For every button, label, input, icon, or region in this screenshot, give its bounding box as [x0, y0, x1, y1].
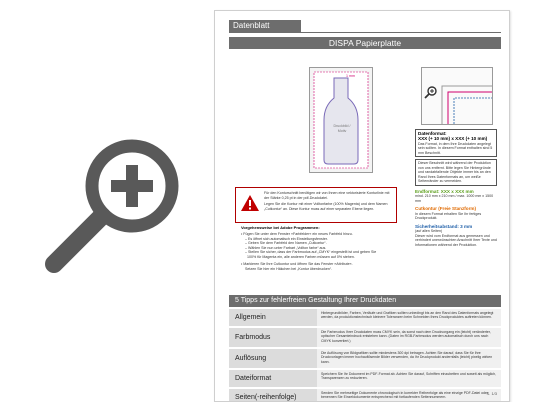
warning-icon: [240, 194, 260, 212]
sicherheit-heading: Sicherheitsabstand: 3 mm: [415, 223, 473, 229]
datasheet-page: [214, 10, 510, 402]
warning-box: [235, 187, 397, 223]
tip-text: Speichern Sie Ihr Dokument im PDF-Format ab. Achten Sie darauf, Schriften einzubetten und soweit als möglich, Transparenzen zu reduzieren.: [317, 370, 501, 387]
tip-label: Farbmodus: [229, 328, 317, 347]
tip-row: [229, 370, 501, 389]
tips-table: [229, 309, 501, 402]
tip-row: [229, 328, 501, 349]
page-title: DISPA Papierplatte: [229, 37, 501, 49]
endformat-block: [415, 189, 497, 203]
cutkontur-text: In diesem Format erhalten Sie Ihr fertiges Druckprodukt.: [415, 211, 482, 221]
tip-label: Allgemein: [229, 309, 317, 326]
cutkontur-block: [415, 206, 497, 220]
step-line: – Wählen Sie nun unter Farbart „Vollton farbe“ aus.: [245, 245, 327, 250]
warning-text: [264, 191, 392, 211]
product-drawing: [309, 67, 373, 173]
dim-label: 1 mm: [346, 74, 355, 78]
endformat-heading: Endformat: XXX x XXX mm: [415, 188, 474, 194]
tip-label: Dateiformat: [229, 370, 317, 387]
header-rule: [229, 32, 501, 33]
datenformat-formula: XXX (+ 10 mm) x XXX (+ 10 mm): [418, 136, 488, 142]
tip-row: [229, 349, 501, 370]
warning-p2: Legen Sie die Kontur mit einer Volltonfarbe (100% Magenta) und dem Namen „Cutkontur“ an. Diese Kontur muss auf einer separaten Ebene liegen.: [264, 202, 388, 211]
tip-text: Die Farbmodus Ihrer Druckdaten muss CMYK sein, da sonst nach dem Druckvorgang ein (leicht) veränderter, optischer Gesamteindruck entstehen kann. (Daten im RGB-Farbmodus werden automatisch durch uns nach CMYK konvertiert.): [317, 328, 501, 347]
step-line: • Markieren Sie Ihre Cutkontur und öffnen Sie das Fenster »Attribute«.: [241, 262, 353, 267]
tip-text: Hintergrundbilder, Farben, Verläufe und Grafiken sollten unbedingt bis an den Rand des Datenformats angelegt werden, da produktionstechnisch kleinere Toleranzen beim Schneiden Ihres Druckproduktes auftreten können.: [317, 309, 501, 326]
cutkontur-heading: Cutkontur (Freie Stanzform): [415, 206, 476, 212]
datenformat-box: [415, 129, 497, 157]
zoom-in-icon[interactable]: [38, 128, 198, 288]
endformat-detail: mind. 210 mm x 210 mm / max. 1000 mm x 1500 mm: [415, 194, 494, 203]
procedure-steps: [241, 225, 401, 271]
corner-zoom-icon: [424, 85, 438, 99]
motif-label: Druckbild / Motiv: [333, 124, 351, 133]
step-line: Setzen Sie hier ein Häkchen bei „Kontur überdrucken“.: [245, 266, 333, 271]
tip-row: [229, 309, 501, 328]
tip-text: Senden Sie mehrseitige Dokumente chronologisch in korrekter Reihenfolge als eine einzige PDF-Datei oder benennen Sie Einzeldokumente entsprechend mit fortlaufenden Seitennummern.: [317, 389, 501, 402]
warning-p1: Für den Konturschnitt benötigen wir von Ihnen eine vektorisierte Konturlinie mit der Stärke 0,25 pt in der pdf-Druckdatei.: [264, 191, 390, 200]
sicherheit-sub: (auf allen Seiten): [415, 229, 443, 234]
beschnitt-box: [415, 159, 497, 186]
steps-heading: Vorgehensweise bei Adobe Programmen:: [241, 225, 320, 230]
tips-title: 5 Tipps zur fehlerfreien Gestaltung Ihrer Druckdaten: [229, 295, 501, 307]
tip-label: Auflösung: [229, 349, 317, 368]
step-line: – Stellen Sie sicher, dass der Farbmodus auf „CMYK“ eingestellt ist und geben Sie: [245, 250, 377, 255]
sicherheit-text: Dieser wird vom Endformat aus gemessen und verhindert unerwünschten Anschnitt Ihrer Texte und Informationen während der Produktion.: [415, 233, 497, 247]
spec-column: [415, 127, 497, 247]
header-label: Datenblatt: [229, 20, 301, 32]
step-line: – Es öffnet sich automatisch ein Einstellungsfenster.: [245, 236, 328, 241]
tip-text: Die Auflösung von Bildgrafiken sollte mindestens 300 dpi betragen. Achten Sie darauf, dass Sie für Ihre Druckvorlagen immer hochauflösende Bilder verwenden, da Ihr Druckprodukt andernfalls (leicht) pixelig wirken kann.: [317, 349, 501, 368]
datenformat-text: Das Format, in dem Ihre Druckdaten angelegt sein sollten. In diesem Format enthalten sind 5 mm Beschnitt.: [418, 141, 493, 155]
step-line: • Fügen Sie unter dem Fenster »Farbfelder« ein neues Farbfeld hinzu.: [241, 232, 353, 237]
tip-row: [229, 389, 501, 402]
beschnitt-text: Dieser Beschnitt wird während der Produktion von uns entfernt. Bitte legen Sie Hintergründe und randabfallende Objekte immer bis an den Rand Ihres Datenformats an, um weiße Seitenränder zu vermeiden.: [418, 161, 491, 184]
page-number: S. 1/3: [486, 391, 497, 396]
step-line: 100% für Magenta ein, alle anderen Farben müssen auf 0% stehen.: [247, 254, 355, 259]
sicherheit-block: [415, 224, 497, 247]
datenformat-heading: Datenformat:: [418, 131, 447, 136]
tip-label: Seiten(-reihenfolge): [229, 389, 317, 402]
step-line: – Geben Sie dem Farbfeld den Namen „Cutkontur“.: [245, 241, 327, 246]
